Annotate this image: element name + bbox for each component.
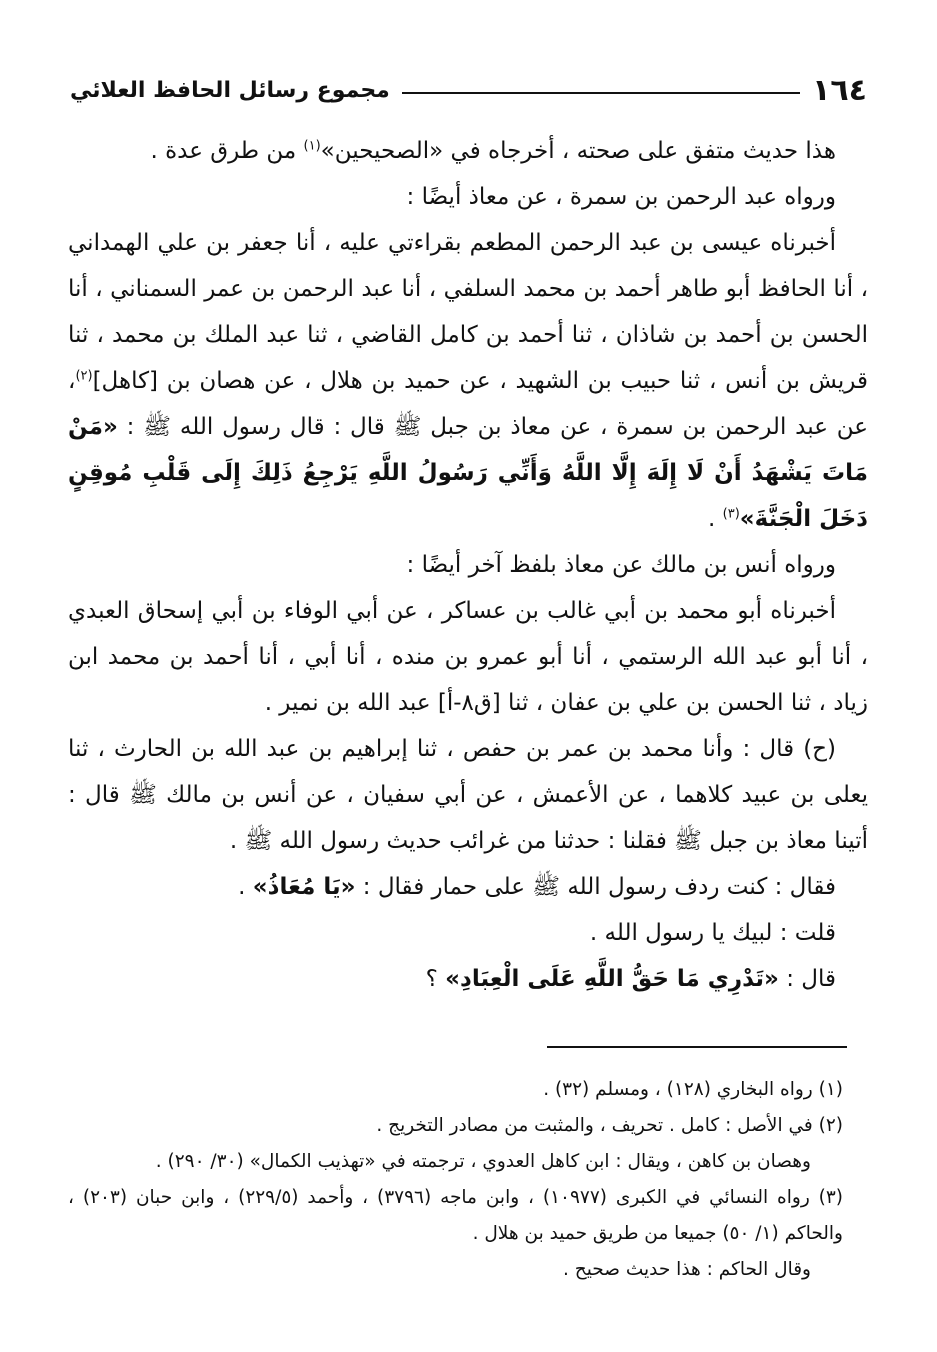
book-title: مجموع رسائل الحافظ العلائي xyxy=(70,77,390,103)
paragraph-text: فقال : كنت ردف رسول الله ﷺ على حمار فقال : xyxy=(355,874,836,900)
footnote-2: (٢) في الأصل : كامل . تحريف ، والمثبت من مصادر التخريج . xyxy=(376,1115,843,1136)
footnote-separator xyxy=(547,1046,847,1048)
footnote-ref-3: (٣) xyxy=(722,506,740,522)
paragraph-text: قال : xyxy=(778,966,836,992)
header-rule xyxy=(402,92,800,94)
hadith-quote: «تَدْرِي مَا حَقُّ اللَّهِ عَلَى الْعِبَادِ» xyxy=(445,966,779,992)
footnote-ref-2: (٢) xyxy=(75,368,93,384)
footnote-1: (١) رواه البخاري (١٢٨) ، ومسلم (٣٢) . xyxy=(543,1079,843,1100)
paragraph-text: . xyxy=(238,874,253,900)
footnote-2-continuation: وهصان بن كاهن ، ويقال : ابن كاهل العدوي ، ترجمته في «تهذيب الكمال» (٣٠/ ٢٩٠) . xyxy=(155,1151,811,1172)
paragraph-text: من طرق عدة . xyxy=(150,138,304,164)
paragraph-text: هذا حديث متفق على صحته ، أخرجاه في «الصحيحين» xyxy=(320,138,836,164)
isnad-text: ، عن عبد الرحمن بن سمرة ، عن معاذ بن جبل ﷺ قال : قال رسول الله ﷺ : xyxy=(68,368,868,440)
running-header xyxy=(70,70,867,110)
paragraph-8: قلت : لبيك يا رسول الله . xyxy=(589,920,836,946)
paragraph-2: ورواه عبد الرحمن بن سمرة ، عن معاذ أيضًا : xyxy=(406,184,836,210)
footnote-3-continuation: وقال الحاكم : هذا حديث صحيح . xyxy=(563,1259,811,1280)
paragraph-6: (ح) قال : وأنا محمد بن عمر بن حفص ، ثنا إبراهيم بن عبد الله بن الحارث ، ثنا يعلى بن عبيد كلاهما ، عن الأعمش ، عن أبي سفيان ، عن أنس بن مالك ﷺ قال : أتينا معاذ بن جبل ﷺ فقلنا : حدثنا من غرائب حديث رسول الله ﷺ . xyxy=(68,736,868,854)
hadith-quote: «مَنْ مَاتَ يَشْهَدُ أَنْ لَا إِلَهَ إِلَّا اللَّهُ وَأَنِّي رَسُولُ اللَّهِ يَرْجِعُ ذَلِكَ إِلَى قَلْبِ مُوقِنٍ دَخَلَ الْجَنَّةَ» xyxy=(68,414,868,532)
page-number: ١٦٤ xyxy=(812,72,867,108)
paragraph-4: ورواه أنس بن مالك عن معاذ بلفظ آخر أيضًا : xyxy=(406,552,836,578)
paragraph-1 xyxy=(68,128,868,174)
paragraph-7 xyxy=(68,864,868,910)
main-text xyxy=(68,128,868,1002)
hadith-quote: «يَا مُعَاذُ» xyxy=(252,874,356,900)
paragraph-5: أخبرناه أبو محمد بن أبي غالب بن عساكر ، عن أبي الوفاء بن أبي إسحاق العبدي ، أنا أبو عبد الله الرستمي ، أنا أبو عمرو بن منده ، أنا أبي ، أنا أحمد بن محمد ابن زياد ، ثنا الحسن بن علي بن عفان ، ثنا [ق٨-أ] عبد الله بن نمير . xyxy=(68,598,868,716)
paragraph-9 xyxy=(68,956,868,1002)
footnote-3: (٣) رواه النسائي في الكبرى (١٠٩٧٧) ، وابن ماجه (٣٧٩٦) ، وأحمد (٢٢٩/٥) ، وابن حبان (٢٠٣) ، والحاكم (١/ ٥٠) جميعا من طريق حميد بن هلال . xyxy=(68,1187,843,1244)
paragraph-3 xyxy=(68,220,868,542)
footnotes xyxy=(68,1072,843,1288)
footnote-ref-1: (١) xyxy=(303,138,321,154)
paragraph-text: . xyxy=(708,506,723,532)
paragraph-text: ؟ xyxy=(425,966,446,992)
isnad-text: أخبرناه عيسى بن عبد الرحمن المطعم بقراءتي عليه ، أنا جعفر بن علي الهمداني ، أنا الحافظ أبو طاهر أحمد بن محمد السلفي ، أنا عبد الرحمن بن عمر السمناني ، أنا الحسن بن أحمد بن شاذان ، ثنا أحمد بن كامل القاضي ، ثنا عبد الملك بن محمد ، ثنا قريش بن أنس ، ثنا حبيب بن الشهيد ، عن حميد بن هلال ، عن هصان بن [كاهل] xyxy=(68,230,868,394)
